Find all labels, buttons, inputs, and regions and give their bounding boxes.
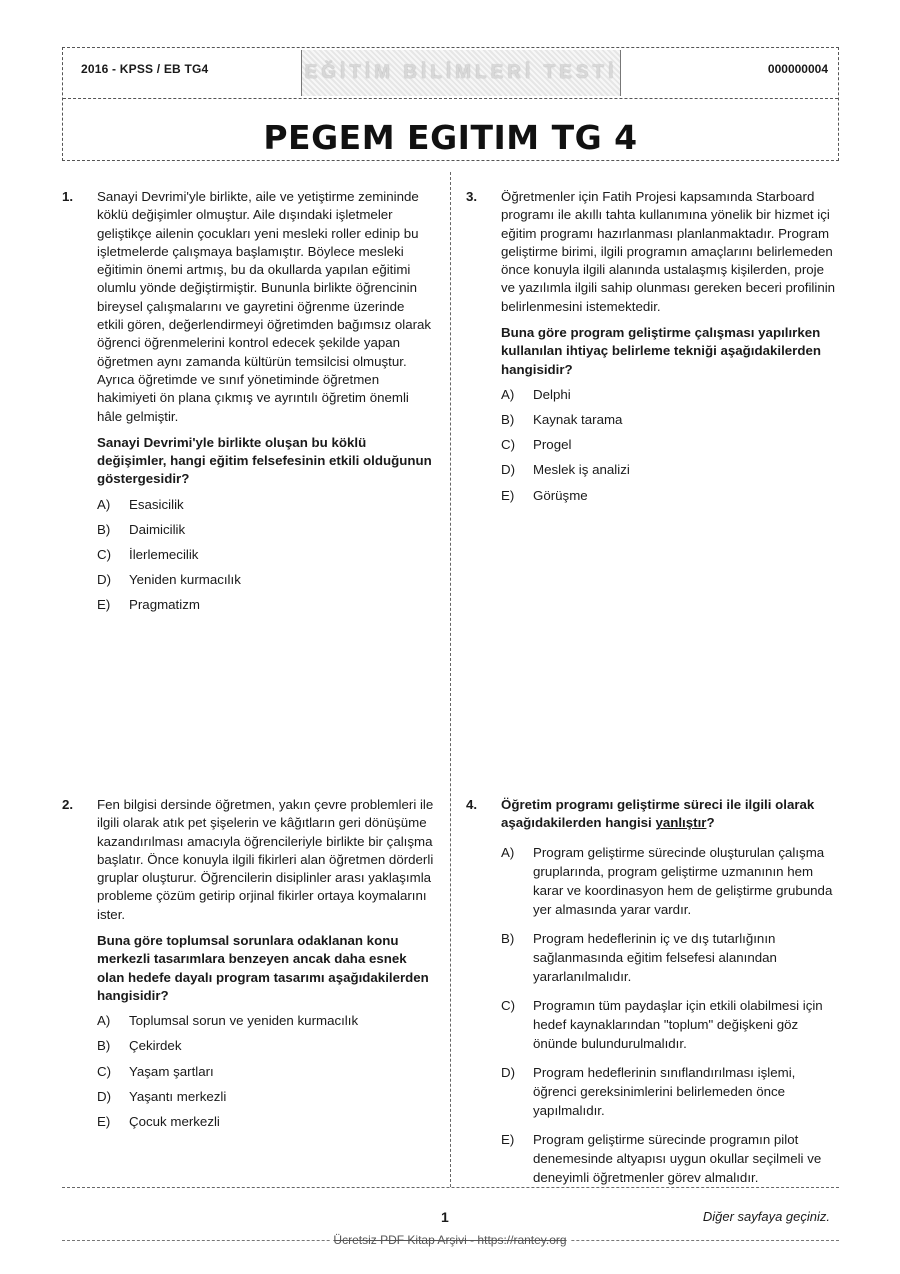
option-text: Daimicilik [129,521,186,537]
option-label: D) [501,462,516,478]
option-c[interactable] [97,1063,434,1081]
option-label: A) [97,496,111,512]
option-e[interactable] [501,1130,838,1187]
option-label: C) [97,1063,112,1079]
option-text: Progel [533,437,572,453]
option-text: Meslek iş analizi [533,462,630,478]
option-text: Program geliştirme sürecinde oluşturulan çalışma gruplarında, program geliştirme uzmanının hem karar ve koordinasyon hem de geliştirme grubunda yer almasında yarar vardır. [533,844,833,917]
option-label: D) [501,1064,516,1080]
question-2 [62,796,434,1131]
option-text: Kaynak tarama [533,412,623,428]
page-number: 1 [441,1209,449,1225]
option-label: B) [97,521,111,537]
content-bottom-divider [62,1187,839,1188]
option-b[interactable] [501,411,838,429]
option-text: Çocuk merkezli [129,1113,220,1129]
question-number: 2. [62,797,74,812]
option-label: E) [501,487,515,503]
option-b[interactable] [97,1037,434,1055]
question-4 [466,796,838,1187]
question-number: 1. [62,189,74,204]
question-stem: Öğretmenler için Fatih Projesi kapsamında Starboard programı ile akıllı tahta kullanımına yönelik bir hizmet içi eğitim programı hazırlanması planlanmaktadır. Program geliştirme birimi, ilgili programın amaçlarını belirlemeden önce konuyla ilgili alanında ustalaşmış kişilerden, proje ve yazılımla ilgili sahip olunması gereken beceri profilinin belirlenmesini istemektedir. [501,189,836,314]
footer-source-text: Ücretsiz PDF Kitap Arşivi - https://rantey.org [330,1233,569,1247]
option-label: C) [501,997,516,1013]
next-page-note: Diğer sayfaya geçiniz. [702,1209,830,1224]
question-prompt [501,796,838,833]
booklet-number: 000000004 [767,62,828,76]
option-a[interactable] [97,1012,434,1030]
option-label: D) [97,1088,112,1104]
option-label: B) [97,1038,111,1054]
header-info-row [63,48,838,99]
option-label: E) [501,1131,515,1147]
option-a[interactable] [501,386,838,404]
column-divider [450,172,451,1187]
exam-code: 2016 - KPSS / EB TG4 [81,62,209,76]
option-text: Çekirdek [129,1038,182,1054]
option-text: Yeniden kurmacılık [129,572,241,588]
option-d[interactable] [97,1088,434,1106]
question-1 [62,188,434,615]
option-label: C) [501,437,516,453]
question-prompt: Buna göre program geliştirme çalışması yapılırken kullanılan ihtiyaç belirleme tekniği aşağıdakilerden hangisidir? [501,325,821,377]
question-prompt: Buna göre toplumsal sorunlara odaklanan konu merkezli tasarımlara benzeyen ancak daha esnek olan hedefe dayalı program tasarımı aşağıdakilerden hangisidir? [97,933,429,1003]
option-e[interactable] [501,487,838,505]
option-text: Programın tüm paydaşlar için etkili olabilmesi için hedef kaynaklarından "toplum" değişkeni göz önünde bulundurulmalıdır. [533,997,823,1051]
option-b[interactable] [97,521,434,539]
option-label: D) [97,572,112,588]
question-number: 4. [466,797,478,812]
exam-header [62,47,839,161]
option-e[interactable] [97,596,434,614]
footer-source [0,1233,900,1247]
prompt-text: Öğretim programı geliştirme süreci ile ilgili olarak aşağıdakilerden hangisi [501,797,815,831]
option-c[interactable] [501,436,838,454]
option-text: Program hedeflerinin iç ve dış tutarlığının sağlanmasında eğitim felsefesi alanından yararlanılmalıdır. [533,930,777,984]
question-number: 3. [466,189,478,204]
option-a[interactable] [501,843,838,919]
option-text: Delphi [533,386,571,402]
option-label: A) [501,844,515,860]
option-text: Yaşam şartları [129,1063,214,1079]
option-text: Esasicilik [129,496,184,512]
option-text: Yaşantı merkezli [129,1088,227,1104]
option-d[interactable] [501,461,838,479]
option-label: A) [501,386,515,402]
option-c[interactable] [501,996,838,1053]
section-banner-text: EĞİTİM BİLİMLERİ TESTİ [304,62,618,83]
option-text: Program hedeflerinin sınıflandırılması işlemi, öğrenci gereksinimlerini belirlemeden önce yapılmalıdır. [533,1064,796,1118]
question-3 [466,188,838,505]
option-label: E) [97,597,111,613]
question-stem: Sanayi Devrimi'yle birlikte, aile ve yetiştirme zemininde köklü değişimler olmuştur. Aile dışındaki işletmeler geliştikçe ailenin çocukları yeni mesleki roller edinip bu işletmelerde çalışmaya başlamıştır. Böylece mesleki eğitimin önemi artmış, bu da okullarda yapılan eğitimi olumlu yönde değiştirmiştir. Bununla birlikte öğrencinin bireysel çalışmalarını ve gayretini öğrenme üzerinde etkili gören, değerlendirmeyi öğretimden bağımsız olarak öğrenci öğrenmelerini kontrol edecek şekilde yapan öğretmen aynı zamanda kültürün temsilcisi olmuştur. Ayrıca öğretimde ve sınıf yönetiminde öğretmen hakimiyeti ön plana çıkmış ve ayrıntılı öğretim önemli hâle gelmiştir. [97,189,432,424]
section-banner [301,50,621,96]
question-prompt: Sanayi Devrimi'yle birlikte oluşan bu köklü değişimler, hangi eğitim felsefesinin etkili olduğunun göstergesidir? [97,434,432,487]
question-stem: Fen bilgisi dersinde öğretmen, yakın çevre problemleri ile ilgili olarak atık pet şişelerin ve kâğıtların geri dönüşüme kazandırılması amacıyla öğrencileriyle birlikte bir çalışma başlatır. Önce konuyla ilgili fikirleri alan öğretmen dörderli gruplar oluşturur. Öğrencilerin disiplinler arası yaklaşımla probleme çözüm getirip orjinal fikirler ortaya koymalarını ister. [97,797,434,922]
option-label: A) [97,1013,111,1029]
option-label: B) [501,412,515,428]
option-e[interactable] [97,1113,434,1131]
page-title: PEGEM EGITIM TG 4 [263,118,638,157]
option-d[interactable] [97,571,434,589]
option-text: Toplumsal sorun ve yeniden kurmacılık [129,1013,359,1029]
option-text: Pragmatizm [129,597,200,613]
option-text: İlerlemecilik [129,547,199,563]
option-label: E) [97,1113,111,1129]
option-b[interactable] [501,929,838,986]
option-text: Program geliştirme sürecinde programın pilot denemesinde altyapısı uygun okullar seçilmeli ve deneyimli öğretmenler görev almalıdır. [533,1131,822,1185]
option-a[interactable] [97,496,434,514]
prompt-emphasis: yanlıştır [655,815,707,831]
option-label: B) [501,930,515,946]
option-c[interactable] [97,546,434,564]
prompt-end: ? [706,815,715,831]
option-text: Görüşme [533,487,588,503]
option-label: C) [97,547,112,563]
option-d[interactable] [501,1063,838,1120]
